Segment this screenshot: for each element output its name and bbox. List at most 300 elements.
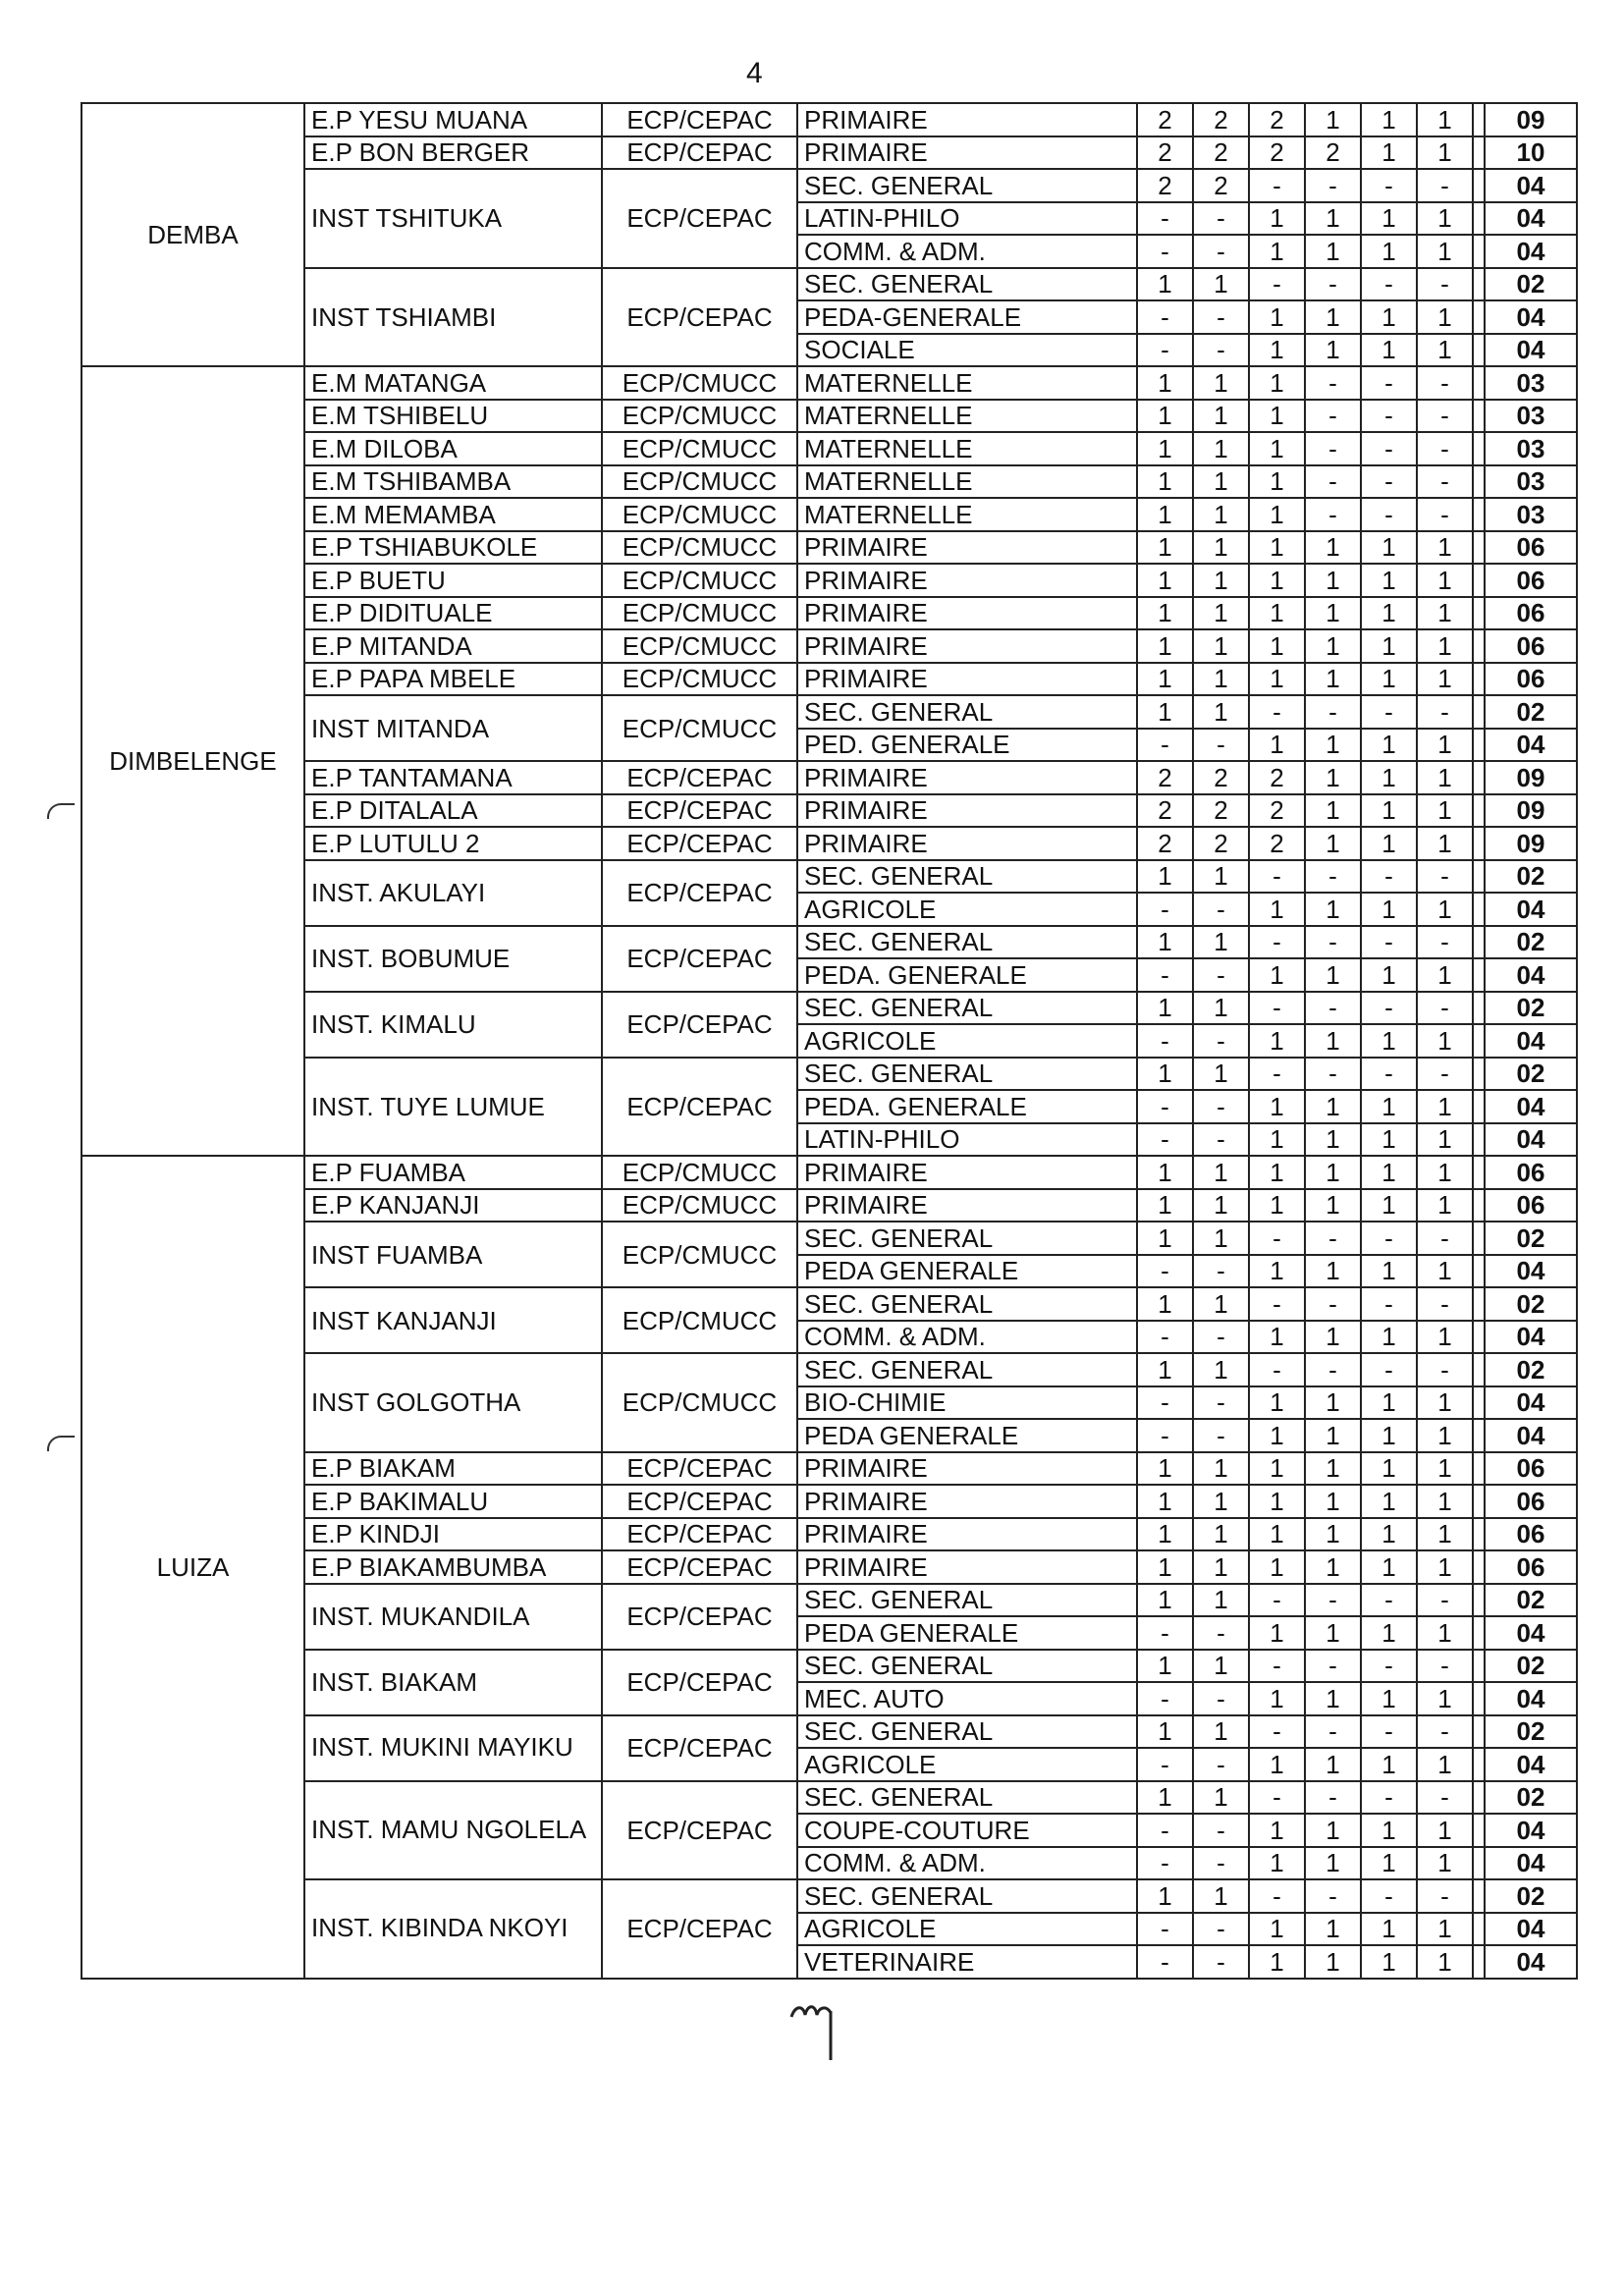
section-name: PRIMAIRE — [797, 761, 1137, 794]
row-total: 04 — [1485, 893, 1577, 926]
class-count: 1 — [1305, 761, 1361, 794]
school-name: INST. TUYE LUMUE — [304, 1058, 602, 1157]
school-name: INST. MAMU NGOLELA — [304, 1781, 602, 1880]
class-count: - — [1193, 1616, 1249, 1650]
table-row — [81, 629, 1577, 663]
table-row — [81, 827, 1577, 860]
class-count: 1 — [1417, 1419, 1473, 1452]
row-total: 02 — [1485, 1650, 1577, 1683]
network-name: ECP/CMUCC — [602, 400, 797, 433]
network-name: ECP/CEPAC — [602, 103, 797, 136]
row-total: 06 — [1485, 597, 1577, 630]
network-name: ECP/CEPAC — [602, 1485, 797, 1518]
school-name: INST. BIAKAM — [304, 1650, 602, 1715]
class-count: 1 — [1417, 794, 1473, 828]
class-count: 1 — [1137, 1189, 1193, 1222]
class-count: 1 — [1193, 564, 1249, 597]
class-count: 1 — [1305, 1024, 1361, 1058]
class-count: 1 — [1417, 1156, 1473, 1189]
class-count: 1 — [1417, 1189, 1473, 1222]
class-count: 1 — [1361, 629, 1417, 663]
row-total: 02 — [1485, 268, 1577, 301]
class-count: 1 — [1249, 663, 1305, 696]
class-count: 1 — [1193, 1879, 1249, 1913]
table-row — [81, 1485, 1577, 1518]
class-count: 1 — [1249, 1123, 1305, 1157]
network-name: ECP/CMUCC — [602, 432, 797, 465]
class-count: 1 — [1137, 1715, 1193, 1749]
table-row — [81, 1189, 1577, 1222]
class-count: 1 — [1361, 136, 1417, 170]
class-count: 1 — [1417, 729, 1473, 762]
table-row — [81, 1650, 1577, 1683]
class-count: - — [1137, 1945, 1193, 1979]
class-count: 1 — [1361, 334, 1417, 367]
class-count: 1 — [1193, 1550, 1249, 1584]
class-count: 1 — [1305, 827, 1361, 860]
network-name: ECP/CEPAC — [602, 1058, 797, 1157]
school-name: INST. BOBUMUE — [304, 926, 602, 992]
row-total: 02 — [1485, 1287, 1577, 1321]
column-gap — [1473, 366, 1485, 400]
school-name: E.P DITALALA — [304, 794, 602, 828]
class-count: - — [1249, 1650, 1305, 1683]
class-count: 1 — [1417, 893, 1473, 926]
section-name: PRIMAIRE — [797, 531, 1137, 565]
school-name: E.P BIAKAMBUMBA — [304, 1550, 602, 1584]
class-count: 1 — [1361, 564, 1417, 597]
column-gap — [1473, 1419, 1485, 1452]
network-name: ECP/CMUCC — [602, 1287, 797, 1353]
school-name: E.P LUTULU 2 — [304, 827, 602, 860]
class-count: 1 — [1137, 432, 1193, 465]
class-count: 1 — [1249, 893, 1305, 926]
row-total: 03 — [1485, 400, 1577, 433]
row-total: 04 — [1485, 1748, 1577, 1781]
class-count: 1 — [1361, 794, 1417, 828]
class-count: 1 — [1137, 1485, 1193, 1518]
section-name: SEC. GENERAL — [797, 1058, 1137, 1091]
section-name: MATERNELLE — [797, 400, 1137, 433]
class-count: - — [1137, 1913, 1193, 1946]
class-count: 1 — [1361, 1419, 1417, 1452]
class-count: 1 — [1249, 729, 1305, 762]
class-count: 1 — [1305, 235, 1361, 268]
class-count: 1 — [1193, 597, 1249, 630]
class-count: 1 — [1193, 531, 1249, 565]
row-total: 03 — [1485, 465, 1577, 499]
table-row — [81, 1222, 1577, 1255]
column-gap — [1473, 827, 1485, 860]
zone-name: DEMBA — [81, 103, 304, 366]
column-gap — [1473, 465, 1485, 499]
class-count: 2 — [1249, 827, 1305, 860]
class-count: 1 — [1417, 1748, 1473, 1781]
class-count: 1 — [1361, 663, 1417, 696]
column-gap — [1473, 958, 1485, 992]
class-count: 1 — [1361, 597, 1417, 630]
section-name: PRIMAIRE — [797, 103, 1137, 136]
class-count: 1 — [1137, 1058, 1193, 1091]
class-count: 1 — [1417, 1090, 1473, 1123]
network-name: ECP/CEPAC — [602, 794, 797, 828]
row-total: 02 — [1485, 1058, 1577, 1091]
section-name: SEC. GENERAL — [797, 695, 1137, 729]
column-gap — [1473, 136, 1485, 170]
class-count: - — [1249, 992, 1305, 1025]
class-count: - — [1193, 1123, 1249, 1157]
column-gap — [1473, 1650, 1485, 1683]
class-count: 1 — [1137, 1353, 1193, 1386]
network-name: ECP/CMUCC — [602, 1353, 797, 1452]
class-count: 2 — [1249, 794, 1305, 828]
section-name: PEDA. GENERALE — [797, 1090, 1137, 1123]
class-count: 1 — [1361, 1913, 1417, 1946]
class-count: - — [1305, 1781, 1361, 1815]
class-count: - — [1193, 334, 1249, 367]
table-row — [81, 1584, 1577, 1617]
class-count: 1 — [1249, 235, 1305, 268]
row-total: 04 — [1485, 1255, 1577, 1288]
class-count: 1 — [1249, 400, 1305, 433]
class-count: - — [1417, 169, 1473, 202]
class-count: - — [1305, 1584, 1361, 1617]
class-count: - — [1417, 498, 1473, 531]
section-name: SEC. GENERAL — [797, 1222, 1137, 1255]
class-count: 2 — [1193, 761, 1249, 794]
class-count: - — [1137, 1090, 1193, 1123]
column-gap — [1473, 1255, 1485, 1288]
class-count: - — [1137, 958, 1193, 992]
class-count: 1 — [1417, 1682, 1473, 1715]
column-gap — [1473, 169, 1485, 202]
class-count: 1 — [1305, 1847, 1361, 1880]
class-count: 1 — [1417, 1847, 1473, 1880]
class-count: - — [1361, 498, 1417, 531]
class-count: - — [1305, 1222, 1361, 1255]
class-count: 1 — [1193, 663, 1249, 696]
table-row — [81, 926, 1577, 959]
class-count: - — [1193, 958, 1249, 992]
class-count: - — [1361, 432, 1417, 465]
network-name: ECP/CEPAC — [602, 1584, 797, 1650]
class-count: 2 — [1137, 103, 1193, 136]
class-count: 1 — [1417, 827, 1473, 860]
class-count: 1 — [1249, 1024, 1305, 1058]
section-name: PRIMAIRE — [797, 136, 1137, 170]
class-count: - — [1249, 1715, 1305, 1749]
row-total: 04 — [1485, 729, 1577, 762]
network-name: ECP/CMUCC — [602, 597, 797, 630]
column-gap — [1473, 202, 1485, 236]
table-row — [81, 794, 1577, 828]
class-count: - — [1305, 169, 1361, 202]
network-name: ECP/CEPAC — [602, 827, 797, 860]
column-gap — [1473, 1879, 1485, 1913]
class-count: 1 — [1417, 136, 1473, 170]
column-gap — [1473, 1222, 1485, 1255]
class-count: 1 — [1305, 958, 1361, 992]
row-total: 02 — [1485, 1584, 1577, 1617]
section-name: SEC. GENERAL — [797, 1650, 1137, 1683]
class-count: 1 — [1417, 1485, 1473, 1518]
school-name: INST GOLGOTHA — [304, 1353, 602, 1452]
row-total: 04 — [1485, 300, 1577, 334]
class-count: 1 — [1361, 1682, 1417, 1715]
class-count: 1 — [1137, 268, 1193, 301]
class-count: 1 — [1417, 1452, 1473, 1486]
row-total: 04 — [1485, 1913, 1577, 1946]
class-count: - — [1361, 1879, 1417, 1913]
network-name: ECP/CMUCC — [602, 465, 797, 499]
column-gap — [1473, 597, 1485, 630]
network-name: ECP/CEPAC — [602, 1715, 797, 1781]
class-count: 1 — [1193, 695, 1249, 729]
section-name: SEC. GENERAL — [797, 1584, 1137, 1617]
class-count: 1 — [1305, 1485, 1361, 1518]
class-count: 1 — [1417, 1123, 1473, 1157]
class-count: - — [1305, 1353, 1361, 1386]
class-count: - — [1193, 1321, 1249, 1354]
class-count: 1 — [1361, 729, 1417, 762]
section-name: LATIN-PHILO — [797, 202, 1137, 236]
class-count: 1 — [1361, 1847, 1417, 1880]
school-name: E.M TSHIBAMBA — [304, 465, 602, 499]
table-row — [81, 1353, 1577, 1386]
class-count: - — [1193, 1090, 1249, 1123]
table-row — [81, 432, 1577, 465]
class-count: - — [1417, 926, 1473, 959]
class-count: - — [1193, 1945, 1249, 1979]
class-count: 1 — [1417, 300, 1473, 334]
table-row — [81, 860, 1577, 894]
class-count: - — [1137, 1123, 1193, 1157]
table-row — [81, 663, 1577, 696]
school-name: E.P MITANDA — [304, 629, 602, 663]
column-gap — [1473, 1550, 1485, 1584]
class-count: - — [1361, 1650, 1417, 1683]
class-count: - — [1417, 1353, 1473, 1386]
class-count: 1 — [1305, 564, 1361, 597]
school-name: E.P KANJANJI — [304, 1189, 602, 1222]
section-name: MATERNELLE — [797, 432, 1137, 465]
column-gap — [1473, 300, 1485, 334]
column-gap — [1473, 1024, 1485, 1058]
class-count: 1 — [1305, 1913, 1361, 1946]
class-count: 1 — [1137, 926, 1193, 959]
class-count: - — [1361, 1058, 1417, 1091]
class-count: 1 — [1193, 400, 1249, 433]
row-total: 04 — [1485, 1321, 1577, 1354]
section-name: PRIMAIRE — [797, 597, 1137, 630]
class-count: - — [1361, 169, 1417, 202]
row-total: 04 — [1485, 235, 1577, 268]
class-count: 1 — [1305, 1321, 1361, 1354]
column-gap — [1473, 761, 1485, 794]
row-total: 06 — [1485, 1156, 1577, 1189]
column-gap — [1473, 103, 1485, 136]
class-count: 1 — [1305, 663, 1361, 696]
class-count: 1 — [1137, 992, 1193, 1025]
section-name: PRIMAIRE — [797, 827, 1137, 860]
class-count: - — [1417, 1650, 1473, 1683]
class-count: 1 — [1193, 1781, 1249, 1815]
row-total: 04 — [1485, 1682, 1577, 1715]
class-count: 1 — [1249, 1452, 1305, 1486]
class-count: 1 — [1137, 1781, 1193, 1815]
row-total: 06 — [1485, 663, 1577, 696]
column-gap — [1473, 1386, 1485, 1420]
class-count: 1 — [1137, 1650, 1193, 1683]
school-name: INST KANJANJI — [304, 1287, 602, 1353]
class-count: 1 — [1361, 202, 1417, 236]
class-count: 1 — [1249, 1419, 1305, 1452]
class-count: - — [1361, 1584, 1417, 1617]
class-count: 1 — [1249, 531, 1305, 565]
class-count: 1 — [1249, 1485, 1305, 1518]
schools-table — [81, 102, 1578, 1980]
class-count: - — [1193, 729, 1249, 762]
class-count: - — [1305, 268, 1361, 301]
class-count: 1 — [1249, 465, 1305, 499]
margin-mark — [47, 1436, 75, 1451]
class-count: 1 — [1193, 268, 1249, 301]
network-name: ECP/CMUCC — [602, 629, 797, 663]
class-count: 2 — [1249, 761, 1305, 794]
class-count: - — [1193, 202, 1249, 236]
class-count: - — [1137, 1847, 1193, 1880]
class-count: - — [1137, 300, 1193, 334]
section-name: SEC. GENERAL — [797, 860, 1137, 894]
class-count: 1 — [1417, 202, 1473, 236]
class-count: 2 — [1305, 136, 1361, 170]
class-count: 1 — [1249, 1386, 1305, 1420]
class-count: - — [1305, 498, 1361, 531]
class-count: - — [1361, 1287, 1417, 1321]
class-count: 1 — [1193, 432, 1249, 465]
column-gap — [1473, 695, 1485, 729]
school-name: E.P BUETU — [304, 564, 602, 597]
row-total: 06 — [1485, 1485, 1577, 1518]
class-count: 1 — [1361, 1321, 1417, 1354]
row-total: 02 — [1485, 1879, 1577, 1913]
class-count: 1 — [1305, 893, 1361, 926]
class-count: 1 — [1249, 1847, 1305, 1880]
class-count: - — [1137, 1321, 1193, 1354]
column-gap — [1473, 334, 1485, 367]
class-count: 1 — [1361, 1156, 1417, 1189]
class-count: 1 — [1417, 1616, 1473, 1650]
section-name: PED. GENERALE — [797, 729, 1137, 762]
class-count: 1 — [1137, 1287, 1193, 1321]
section-name: SEC. GENERAL — [797, 992, 1137, 1025]
row-total: 09 — [1485, 827, 1577, 860]
class-count: 1 — [1305, 202, 1361, 236]
class-count: 1 — [1305, 729, 1361, 762]
class-count: - — [1305, 432, 1361, 465]
class-count: 1 — [1417, 1024, 1473, 1058]
class-count: 1 — [1361, 1452, 1417, 1486]
section-name: MATERNELLE — [797, 498, 1137, 531]
class-count: 1 — [1417, 103, 1473, 136]
class-count: 1 — [1137, 597, 1193, 630]
row-total: 10 — [1485, 136, 1577, 170]
class-count: - — [1417, 860, 1473, 894]
class-count: 1 — [1305, 1189, 1361, 1222]
school-name: INST. MUKANDILA — [304, 1584, 602, 1650]
school-name: E.P BAKIMALU — [304, 1485, 602, 1518]
class-count: 1 — [1417, 597, 1473, 630]
school-name: E.M MATANGA — [304, 366, 602, 400]
class-count: - — [1361, 1353, 1417, 1386]
class-count: - — [1305, 1058, 1361, 1091]
class-count: - — [1305, 1287, 1361, 1321]
class-count: - — [1417, 1715, 1473, 1749]
class-count: 1 — [1249, 1321, 1305, 1354]
class-count: - — [1361, 1715, 1417, 1749]
class-count: 1 — [1193, 498, 1249, 531]
network-name: ECP/CEPAC — [602, 992, 797, 1058]
school-name: E.P BON BERGER — [304, 136, 602, 170]
section-name: LATIN-PHILO — [797, 1123, 1137, 1157]
class-count: 1 — [1417, 1255, 1473, 1288]
class-count: - — [1361, 1222, 1417, 1255]
class-count: 1 — [1417, 1518, 1473, 1551]
class-count: 1 — [1417, 1945, 1473, 1979]
class-count: 1 — [1249, 1156, 1305, 1189]
class-count: 1 — [1193, 1156, 1249, 1189]
class-count: 1 — [1249, 334, 1305, 367]
section-name: AGRICOLE — [797, 1024, 1137, 1058]
class-count: - — [1137, 1386, 1193, 1420]
network-name: ECP/CMUCC — [602, 1189, 797, 1222]
school-name: E.P TSHIABUKOLE — [304, 531, 602, 565]
class-count: 1 — [1249, 498, 1305, 531]
school-name: E.P KINDJI — [304, 1518, 602, 1551]
table-row — [81, 169, 1577, 202]
class-count: 1 — [1417, 1913, 1473, 1946]
class-count: 1 — [1305, 103, 1361, 136]
class-count: - — [1193, 1255, 1249, 1288]
class-count: 1 — [1417, 334, 1473, 367]
column-gap — [1473, 663, 1485, 696]
class-count: 1 — [1193, 1189, 1249, 1222]
school-name: INST TSHITUKA — [304, 169, 602, 268]
section-name: COMM. & ADM. — [797, 1321, 1137, 1354]
table-row — [81, 1715, 1577, 1749]
section-name: MATERNELLE — [797, 366, 1137, 400]
row-total: 04 — [1485, 1024, 1577, 1058]
section-name: AGRICOLE — [797, 1913, 1137, 1946]
class-count: - — [1417, 1781, 1473, 1815]
column-gap — [1473, 729, 1485, 762]
class-count: - — [1193, 235, 1249, 268]
class-count: 1 — [1249, 1814, 1305, 1847]
table-row — [81, 465, 1577, 499]
class-count: 1 — [1249, 1616, 1305, 1650]
column-gap — [1473, 1058, 1485, 1091]
class-count: 1 — [1305, 1682, 1361, 1715]
class-count: 1 — [1417, 1321, 1473, 1354]
row-total: 04 — [1485, 1419, 1577, 1452]
section-name: MATERNELLE — [797, 465, 1137, 499]
class-count: - — [1137, 202, 1193, 236]
section-name: PRIMAIRE — [797, 1452, 1137, 1486]
row-total: 06 — [1485, 1189, 1577, 1222]
class-count: - — [1305, 695, 1361, 729]
class-count: - — [1305, 860, 1361, 894]
school-name: E.P BIAKAM — [304, 1452, 602, 1486]
